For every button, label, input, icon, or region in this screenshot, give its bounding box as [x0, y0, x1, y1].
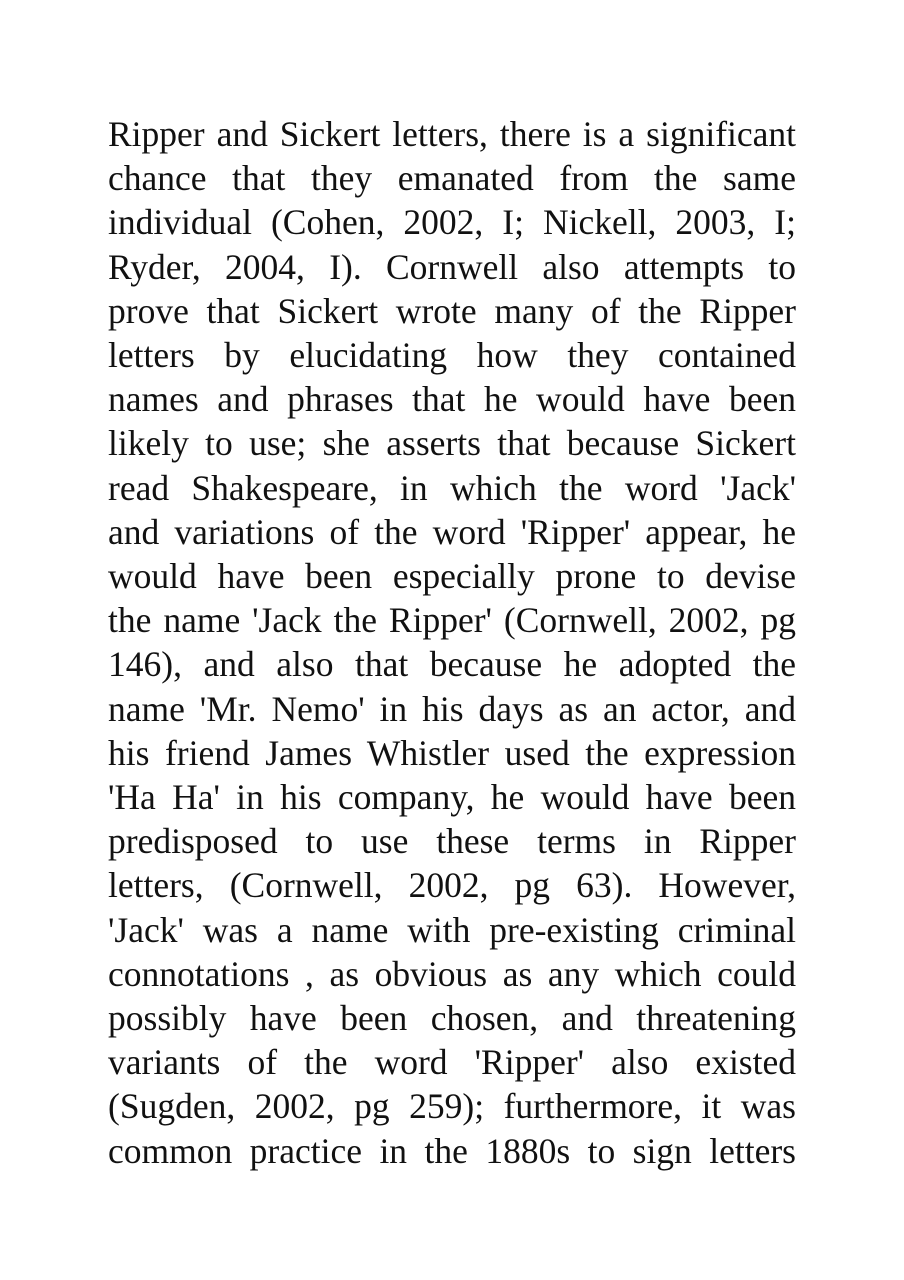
text-line: prove that Sickert wrote many of the Ripper [108, 290, 796, 331]
text-line: possibly have been chosen, and threatening [108, 998, 796, 1039]
text-line: common practice in the 1880s to sign letters [108, 1130, 796, 1171]
text-line: 146), and also that because he adopted the [108, 644, 796, 685]
text-line: name 'Mr. Nemo' in his days as an actor, and [108, 688, 796, 729]
text-line: predisposed to use these terms in Ripper [108, 821, 796, 862]
text-line: variants of the word 'Ripper' also existed [108, 1042, 796, 1083]
text-line: Ryder, 2004, I). Cornwell also attempts to [108, 246, 796, 287]
text-line: names and phrases that he would have been [108, 379, 796, 420]
text-line: 'Jack' was a name with pre-existing criminal [108, 909, 796, 950]
text-line: (Sugden, 2002, pg 259); furthermore, it was [108, 1086, 796, 1127]
body-paragraph [108, 112, 796, 1173]
text-line: individual (Cohen, 2002, I; Nickell, 2003, I; [108, 202, 796, 243]
text-line: read Shakespeare, in which the word 'Jack' [108, 467, 796, 508]
text-line: connotations , as obvious as any which could [108, 953, 796, 994]
text-line: would have been especially prone to devise [108, 556, 796, 597]
text-line: his friend James Whistler used the expression [108, 732, 796, 773]
text-line: chance that they emanated from the same [108, 158, 796, 199]
text-line: 'Ha Ha' in his company, he would have been [108, 777, 796, 818]
text-line: letters, (Cornwell, 2002, pg 63). However, [108, 865, 796, 906]
text-line: likely to use; she asserts that because Sickert [108, 423, 796, 464]
text-line: the name 'Jack the Ripper' (Cornwell, 2002, pg [108, 600, 796, 641]
text-line: Ripper and Sickert letters, there is a significant [108, 114, 796, 154]
text-line: letters by elucidating how they contained [108, 335, 796, 376]
text-line: and variations of the word 'Ripper' appear, he [108, 511, 796, 552]
